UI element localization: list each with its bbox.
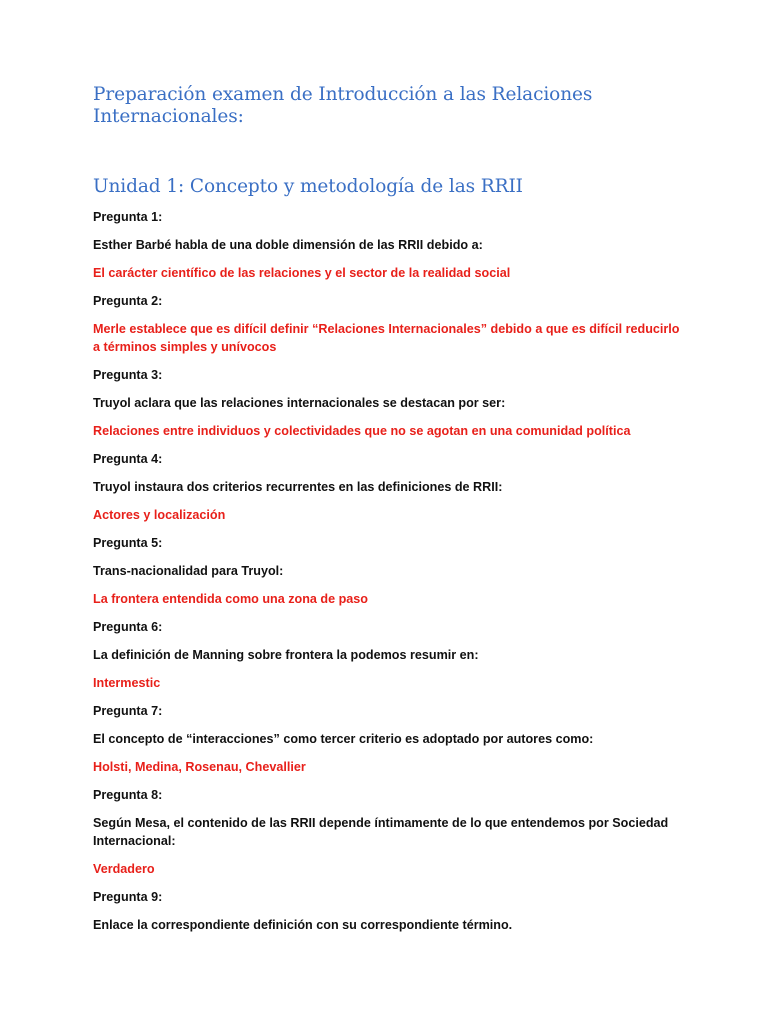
question-block-3 — [93, 366, 688, 440]
answer-text: Actores y localización — [93, 508, 226, 522]
question-text: Trans-nacionalidad para Truyol: — [93, 564, 284, 578]
question-block-9 — [93, 888, 688, 934]
question-label: Pregunta 7: — [93, 704, 163, 718]
question-text: El concepto de “interacciones” como tercer criterio es adoptado por autores como: — [93, 732, 594, 746]
question-text: Según Mesa, el contenido de las RRII depende íntimamente de lo que entendemos por Sociedad Internacional: — [93, 816, 669, 848]
question-block-6 — [93, 618, 688, 692]
question-label: Pregunta 5: — [93, 536, 163, 550]
answer-text: Intermestic — [93, 676, 161, 690]
answer-text: Holsti, Medina, Rosenau, Chevallier — [93, 760, 306, 774]
answer-text: La frontera entendida como una zona de paso — [93, 592, 369, 606]
question-block-5 — [93, 534, 688, 608]
question-label: Pregunta 9: — [93, 890, 163, 904]
answer-text: El carácter científico de las relaciones y el sector de la realidad social — [93, 266, 511, 280]
question-label: Pregunta 3: — [93, 368, 163, 382]
question-block-2 — [93, 292, 688, 356]
answer-text: Relaciones entre individuos y colectividades que no se agotan en una comunidad política — [93, 424, 631, 438]
question-text: Esther Barbé habla de una doble dimensión de las RRII debido a: — [93, 238, 483, 252]
question-block-1 — [93, 208, 688, 282]
question-label: Pregunta 2: — [93, 294, 163, 308]
question-label: Pregunta 4: — [93, 452, 163, 466]
question-label: Pregunta 8: — [93, 788, 163, 802]
question-text: La definición de Manning sobre frontera la podemos resumir en: — [93, 648, 479, 662]
document-title: Preparación examen de Introducción a las Relaciones Internacionales: — [93, 84, 593, 127]
question-label: Pregunta 6: — [93, 620, 163, 634]
question-label: Pregunta 1: — [93, 210, 163, 224]
question-text: Truyol instaura dos criterios recurrentes en las definiciones de RRII: — [93, 480, 503, 494]
question-block-7 — [93, 702, 688, 776]
question-list — [93, 208, 688, 934]
unit-heading: Unidad 1: Concepto y metodología de las RRII — [93, 176, 523, 197]
answer-text: Verdadero — [93, 862, 155, 876]
question-text: Truyol aclara que las relaciones internacionales se destacan por ser: — [93, 396, 506, 410]
question-block-4 — [93, 450, 688, 524]
question-block-8 — [93, 786, 688, 878]
answer-text: Merle establece que es difícil definir “Relaciones Internacionales” debido a que es difícil reducirlo a términos simples y unívocos — [93, 322, 680, 354]
question-text: Enlace la correspondiente definición con su correspondiente término. — [93, 918, 513, 932]
